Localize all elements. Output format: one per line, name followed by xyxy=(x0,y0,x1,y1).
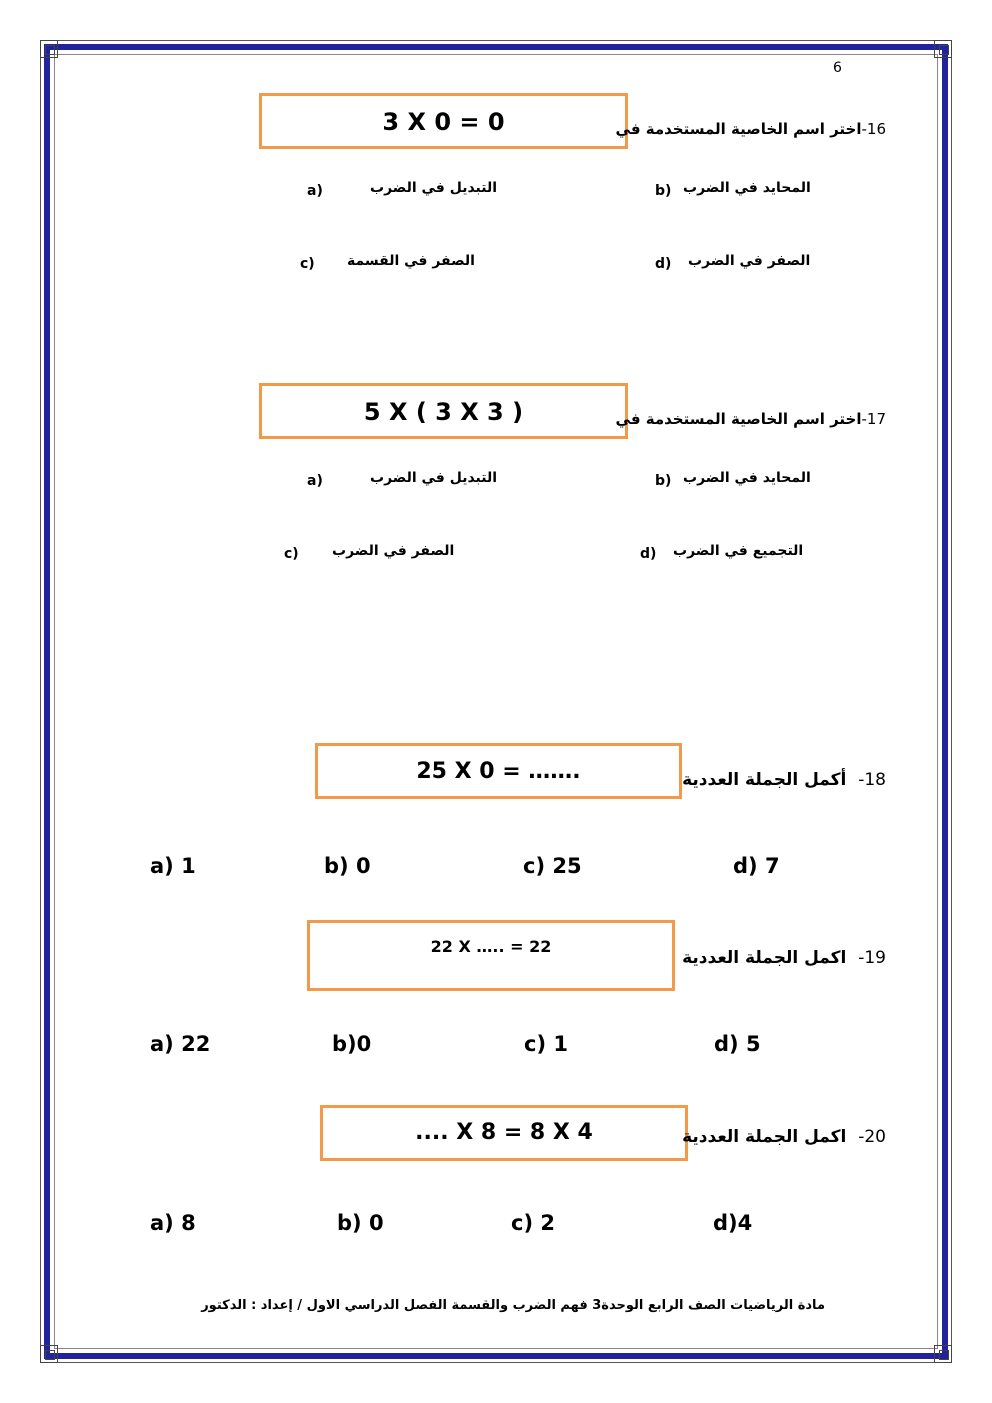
corner-ornament xyxy=(934,40,952,58)
q16-option-a-text: التبديل في الضرب xyxy=(370,180,498,196)
q20-option-c: c) 2 xyxy=(511,1211,555,1235)
corner-ornament xyxy=(40,40,58,58)
page-number: 6 xyxy=(833,60,842,76)
page-footer: مادة الرياضيات الصف الرابع الوحدة3 فهم الضرب والقسمة الفصل الدراسي الاول / إعداد : الدكتور xyxy=(201,1298,825,1313)
q17-option-d-text: التجميع في الضرب xyxy=(673,543,804,559)
q17-option-b-text: المحايد في الضرب xyxy=(683,470,811,486)
q16-expression-box xyxy=(259,93,628,149)
q18-option-d: d) 7 xyxy=(733,854,780,878)
q16-option-c-text: الصفر في القسمة xyxy=(347,253,475,269)
q19-option-a: a) 22 xyxy=(150,1032,211,1056)
q17-option-a-text: التبديل في الضرب xyxy=(370,470,498,486)
q16-option-b-text: المحايد في الضرب xyxy=(683,180,811,196)
q20-option-b: b) 0 xyxy=(337,1211,384,1235)
q19-prompt: اكمل الجملة العددية xyxy=(682,948,847,968)
q17-option-d-letter: d) xyxy=(640,546,657,562)
q16-option-d-text: الصفر في الضرب xyxy=(688,253,811,269)
q16-option-d-letter: d) xyxy=(655,256,672,272)
q17-option-a-letter: a) xyxy=(307,473,323,489)
q19-expression: 22 X ….. = 22 xyxy=(430,937,552,956)
q18-option-a: a) 1 xyxy=(150,854,196,878)
corner-ornament xyxy=(934,1345,952,1363)
q19-expression-box xyxy=(307,920,675,991)
q20-number: 20- xyxy=(858,1127,886,1147)
q19-question xyxy=(682,948,886,968)
q20-option-a: a) 8 xyxy=(150,1211,196,1235)
q17-prompt: اختر اسم الخاصية المستخدمة في xyxy=(615,410,862,428)
q18-prompt: أكمل الجملة العددية xyxy=(682,770,847,790)
q16-prompt: اختر اسم الخاصية المستخدمة في xyxy=(615,120,862,138)
q19-option-d: d) 5 xyxy=(714,1032,761,1056)
q16-expression: 3 X 0 = 0 xyxy=(382,108,505,136)
q18-expression-box xyxy=(315,743,682,799)
q16-option-c-letter: c) xyxy=(300,256,315,272)
q17-question xyxy=(616,410,886,428)
q17-number: 17- xyxy=(861,410,886,428)
q18-question xyxy=(682,770,886,790)
q19-number: 19- xyxy=(858,948,886,968)
q17-option-c-letter: c) xyxy=(284,546,299,562)
q17-expression-box xyxy=(259,383,628,439)
q19-option-c: c) 1 xyxy=(524,1032,568,1056)
q20-prompt: اكمل الجملة العددية xyxy=(682,1127,847,1147)
q18-number: 18- xyxy=(858,770,886,790)
q18-option-c: c) 25 xyxy=(523,854,582,878)
q19-option-b: b)0 xyxy=(332,1032,372,1056)
q17-option-b-letter: b) xyxy=(655,473,672,489)
q18-option-b: b) 0 xyxy=(324,854,371,878)
q20-question xyxy=(682,1127,886,1147)
q17-option-c-text: الصفر في الضرب xyxy=(332,543,455,559)
q20-expression-box xyxy=(320,1105,688,1161)
q20-option-d: d)4 xyxy=(713,1211,753,1235)
q20-expression: .... X 8 = 8 X 4 xyxy=(415,1120,593,1145)
corner-ornament xyxy=(40,1345,58,1363)
q16-number: 16- xyxy=(861,120,886,138)
q16-option-b-letter: b) xyxy=(655,183,672,199)
q17-expression: 5 X ( 3 X 3 ) xyxy=(363,398,524,426)
q16-question xyxy=(616,120,886,138)
q18-expression: 25 X 0 = ……. xyxy=(416,759,581,784)
q16-option-a-letter: a) xyxy=(307,183,323,199)
